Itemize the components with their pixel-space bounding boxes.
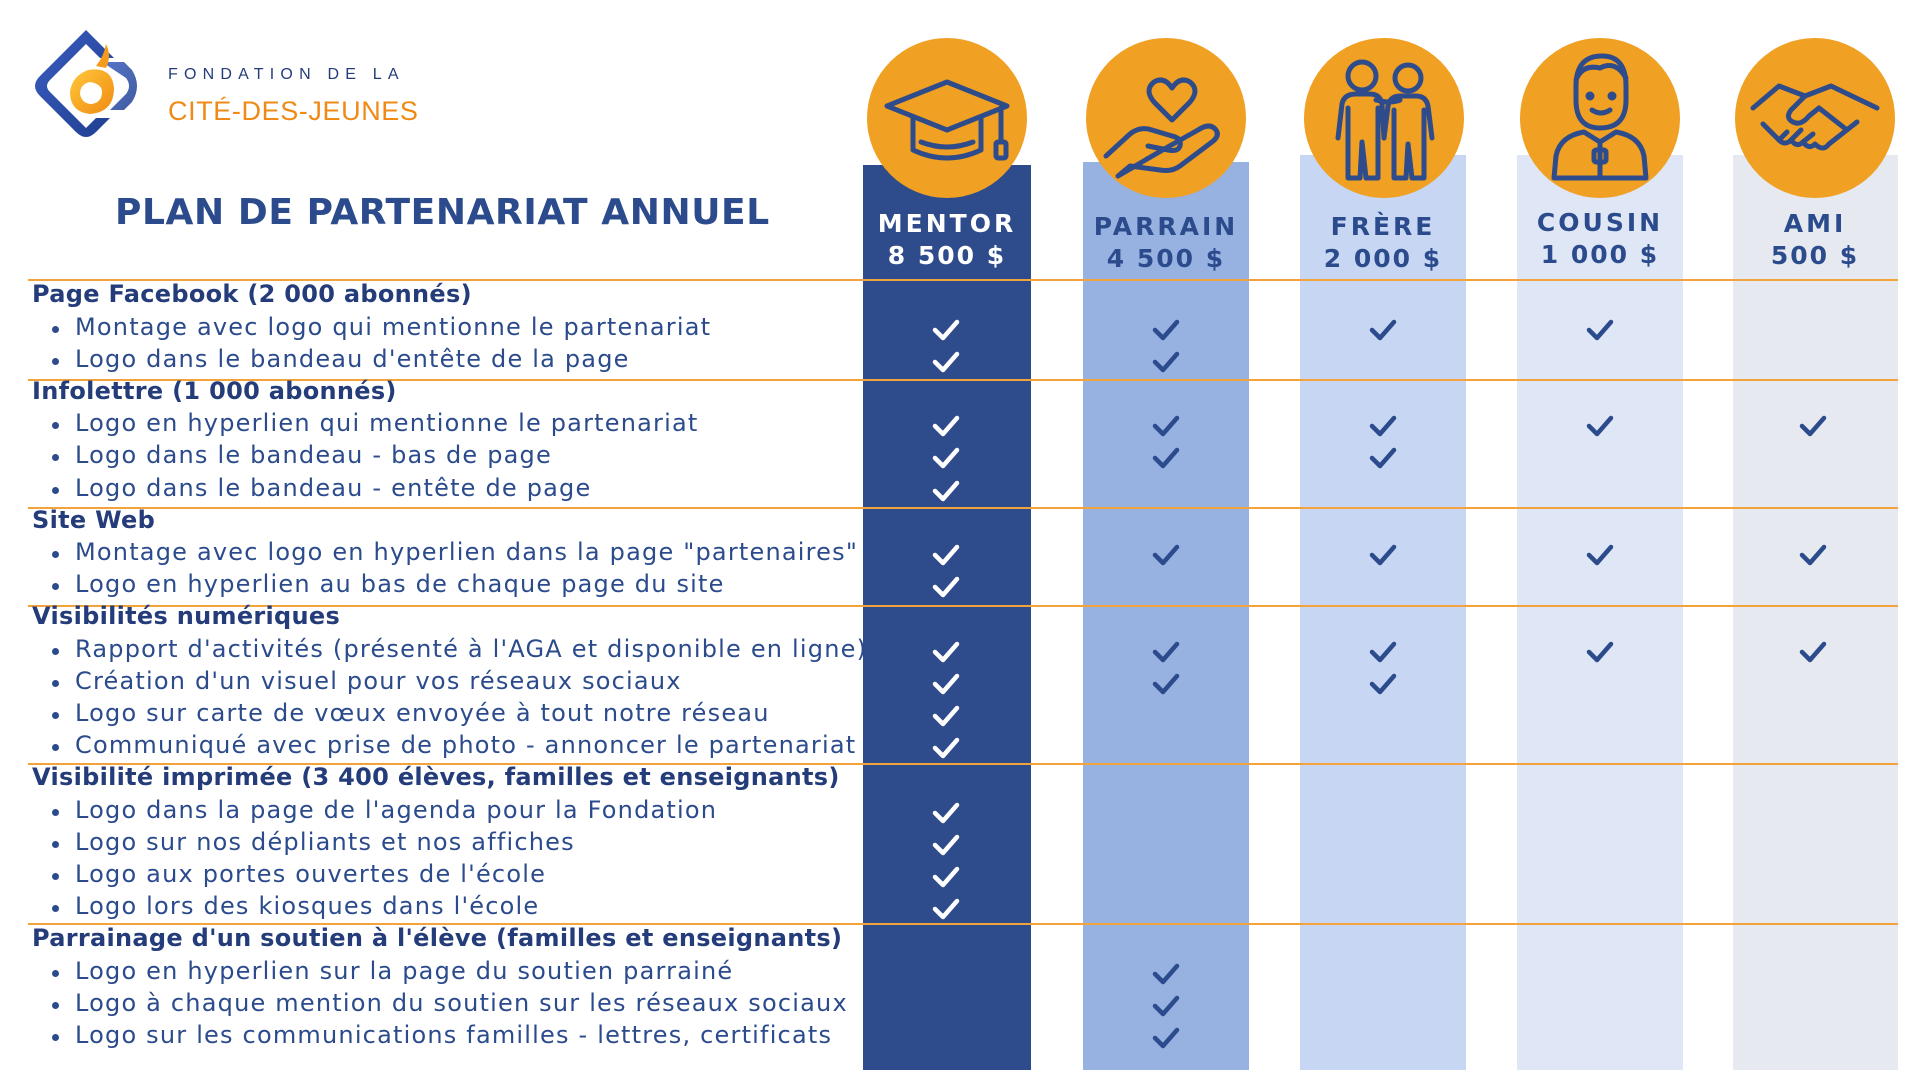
tier-column-ami (1733, 155, 1898, 1070)
tier-label-ami (1715, 208, 1915, 272)
handshake-icon (1735, 38, 1895, 198)
benefit-item: Montage avec logo en hyperlien dans la page "partenaires" (75, 538, 859, 566)
section-title-sponsorship: Parrainage d'un soutien à l'élève (familles et enseignants) (32, 924, 843, 952)
checkmark-icon (930, 445, 962, 471)
section-title-digital: Visibilités numériques (32, 602, 341, 630)
benefit-item: Logo sur nos dépliants et nos affiches (75, 828, 575, 856)
tier-price: 8 500 $ (887, 241, 1007, 270)
tier-badge-mentor (867, 38, 1027, 198)
tier-price: 4 500 $ (1106, 244, 1226, 273)
checkmark-icon (930, 317, 962, 343)
tier-badge-frere (1304, 38, 1464, 198)
benefit-item: Logo lors des kiosques dans l'école (75, 892, 540, 920)
tier-label-cousin (1500, 207, 1700, 271)
checkmark-icon (1367, 671, 1399, 697)
boy-icon (1520, 38, 1680, 198)
checkmark-icon (930, 896, 962, 922)
checkmark-icon (930, 574, 962, 600)
tier-badge-cousin (1520, 38, 1680, 198)
checkmark-icon (1367, 317, 1399, 343)
brothers-icon (1304, 38, 1464, 198)
tier-label-mentor (847, 208, 1047, 272)
checkmark-icon (1367, 413, 1399, 439)
checkmark-icon (930, 478, 962, 504)
checkmark-icon (1150, 349, 1182, 375)
checkmark-icon (1797, 413, 1829, 439)
benefit-item: Logo en hyperlien qui mentionne le partenariat (75, 409, 699, 437)
checkmark-icon (1584, 317, 1616, 343)
section-title-website: Site Web (32, 506, 156, 534)
tier-price: 2 000 $ (1323, 244, 1443, 273)
benefit-item: Logo dans le bandeau - bas de page (75, 441, 552, 469)
benefit-item: Logo en hyperlien sur la page du soutien parrainé (75, 957, 734, 985)
checkmark-icon (930, 349, 962, 375)
checkmark-icon (1584, 542, 1616, 568)
tier-column-cousin (1517, 155, 1683, 1070)
checkmark-icon (1150, 1025, 1182, 1051)
benefit-item: Logo dans le bandeau d'entête de la page (75, 345, 630, 373)
tier-name: FRÈRE (1330, 212, 1436, 241)
checkmark-icon (1150, 993, 1182, 1019)
benefit-item: Communiqué avec prise de photo - annoncer le partenariat (75, 731, 857, 759)
checkmark-icon (1150, 961, 1182, 987)
tier-name: AMI (1783, 209, 1847, 238)
benefit-item: Logo dans la page de l'agenda pour la Fondation (75, 796, 718, 824)
tier-label-parrain (1066, 211, 1266, 275)
tier-name: COUSIN (1536, 208, 1664, 237)
section-title-newsletter: Infolettre (1 000 abonnés) (32, 377, 397, 405)
checkmark-icon (1367, 445, 1399, 471)
foundation-logo-icon (26, 26, 146, 146)
checkmark-icon (930, 832, 962, 858)
tier-name: MENTOR (877, 209, 1017, 238)
checkmark-icon (1150, 639, 1182, 665)
checkmark-icon (1584, 413, 1616, 439)
benefit-item: Création d'un visuel pour vos réseaux sociaux (75, 667, 682, 695)
page-title: PLAN DE PARTENARIAT ANNUEL (115, 192, 770, 233)
checkmark-icon (930, 542, 962, 568)
checkmark-icon (930, 800, 962, 826)
checkmark-icon (1150, 671, 1182, 697)
checkmark-icon (930, 639, 962, 665)
checkmark-icon (1367, 542, 1399, 568)
checkmark-icon (1797, 639, 1829, 665)
logo-text-line1: FONDATION DE LA (168, 66, 405, 83)
checkmark-icon (1797, 542, 1829, 568)
checkmark-icon (930, 671, 962, 697)
tier-column-mentor (863, 165, 1031, 1070)
benefit-item: Logo à chaque mention du soutien sur les réseaux sociaux (75, 989, 848, 1017)
heart-hand-icon (1086, 38, 1246, 198)
checkmark-icon (1150, 445, 1182, 471)
tier-price: 1 000 $ (1540, 240, 1660, 269)
foundation-logo (26, 26, 456, 146)
checkmark-icon (1367, 639, 1399, 665)
graduation-cap-icon (867, 38, 1027, 198)
benefit-item: Montage avec logo qui mentionne le partenariat (75, 313, 712, 341)
benefit-item: Logo dans le bandeau - entête de page (75, 474, 592, 502)
tier-badge-ami (1735, 38, 1895, 198)
tier-name: PARRAIN (1093, 212, 1239, 241)
benefit-item: Logo aux portes ouvertes de l'école (75, 860, 547, 888)
checkmark-icon (930, 735, 962, 761)
benefit-item: Logo sur carte de vœux envoyée à tout notre réseau (75, 699, 770, 727)
checkmark-icon (930, 413, 962, 439)
tier-price: 500 $ (1770, 241, 1860, 270)
checkmark-icon (1584, 639, 1616, 665)
benefit-item: Logo sur les communications familles - lettres, certificats (75, 1021, 833, 1049)
tier-badge-parrain (1086, 38, 1246, 198)
tier-column-parrain (1083, 162, 1249, 1070)
checkmark-icon (930, 703, 962, 729)
section-title-facebook: Page Facebook (2 000 abonnés) (32, 280, 472, 308)
checkmark-icon (1150, 413, 1182, 439)
tier-label-frere (1283, 211, 1483, 275)
logo-text-line2: CITÉ-DES-JEUNES (168, 96, 419, 126)
benefit-item: Logo en hyperlien au bas de chaque page du site (75, 570, 725, 598)
checkmark-icon (1150, 317, 1182, 343)
checkmark-icon (930, 864, 962, 890)
benefit-item: Rapport d'activités (présenté à l'AGA et disponible en ligne) (75, 635, 868, 663)
section-separator (28, 507, 1898, 509)
checkmark-icon (1150, 542, 1182, 568)
tier-column-frere (1300, 155, 1466, 1070)
section-title-print: Visibilité imprimée (3 400 élèves, familles et enseignants) (32, 763, 840, 791)
